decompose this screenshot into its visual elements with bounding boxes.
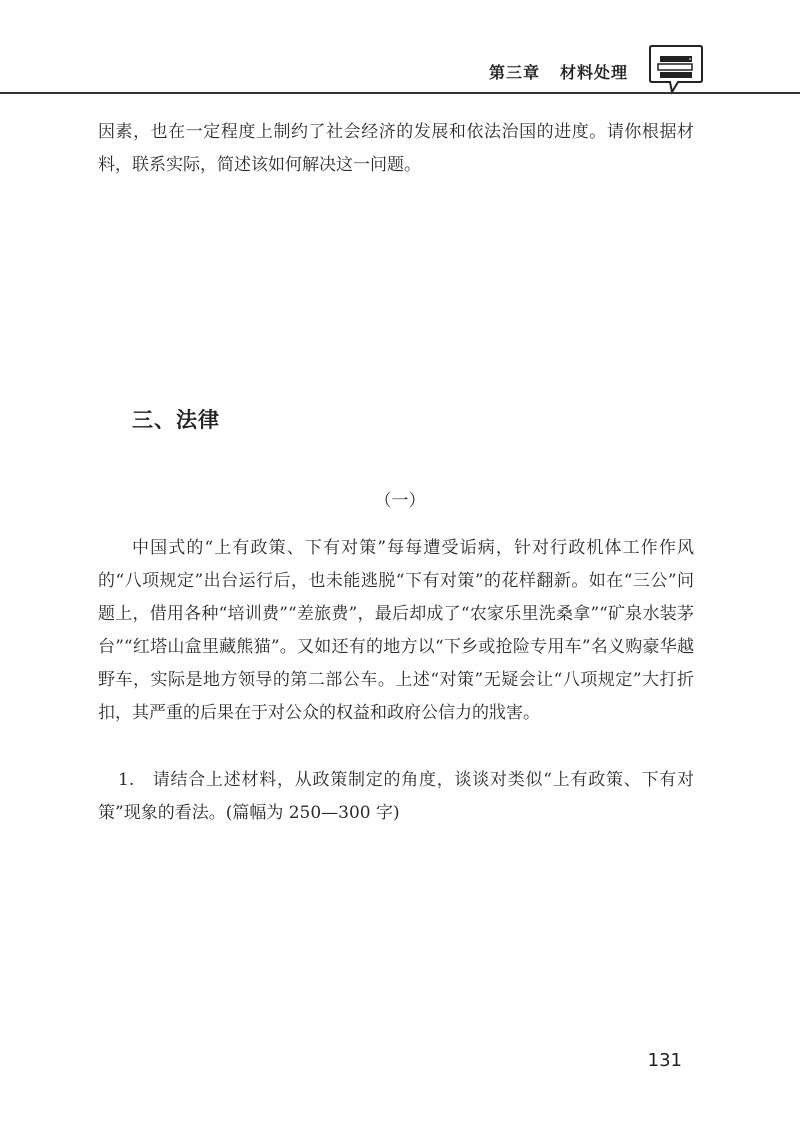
subsection-heading: （一） (374, 491, 426, 511)
books-icon (648, 42, 704, 96)
running-header (489, 60, 628, 83)
section-heading: 三、法律 (132, 408, 220, 432)
intro-paragraph: 因素，也在一定程度上制约了社会经济的发展和依法治国的进度。请你根据材料，联系实际，简述该如何解决这一问题。 (98, 122, 694, 175)
page-number: 131 (647, 1050, 682, 1071)
chapter-title: 材料处理 (559, 63, 628, 82)
chapter-label: 第三章 (488, 63, 540, 82)
question-paragraph: 1. 请结合上述材料，从政策制定的角度，谈谈对类似“上有政策、下有对策”现象的看法。(篇幅为 250—300 字) (98, 770, 694, 823)
header-rule (0, 92, 800, 94)
material-paragraph: 中国式的“上有政策、下有对策”每每遭受诟病，针对行政机体工作作风的“八项规定”出台运行后，也未能逃脱“下有对策”的花样翻新。如在“三公”问题上，借用各种“培训费”“差旅费”，最后却成了“农家乐里洗桑拿”“矿泉水装茅台”“红塔山盒里藏熊猫”。又如还有的地方以“下乡或抢险专用车”名义购豪华越野车，实际是地方领导的第二部公车。上述“对策”无疑会让“八项规定”大打折扣，其严重的后果在于对公众的权益和政府公信力的戕害。 (98, 538, 694, 723)
